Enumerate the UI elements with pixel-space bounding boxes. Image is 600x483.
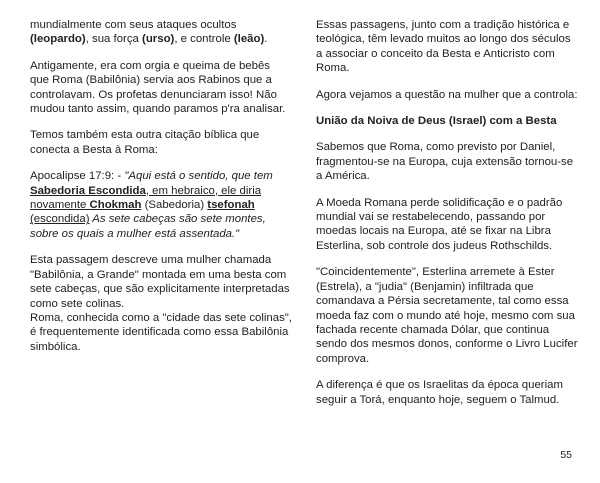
left-paragraph-3: Temos também esta outra citação bíblica que conecta a Besta à Roma: [30,129,260,156]
sabedoria-escondida: Sabedoria Escondida [30,184,146,197]
page-number: 55 [560,449,572,461]
right-paragraph-5: "Coincidentemente", Esterlina arremete à Ester (Estrela), a "judia" (Benjamin) infiltrada que comandava a Pérsia secretamente, tal como essa moeda faz com o mundo até hoje, mesmo com sua fachada recente chamada Dólar, que continua sendo dos mesmos donos, conforme o Livro Lucifer comprova. [316,266,578,365]
left-column [30,18,292,366]
left-paragraph-1: mundialmente com seus ataques ocultos (leopardo), sua força (urso), e controle (leão). [30,19,268,46]
leao-term: (leão) [233,33,265,46]
left-paragraph-5: Esta passagem descreve uma mulher chamada "Babilônia, a Grande" montada em uma besta com sete cabeças, que são explicitamente interpretadas como sete colinas. [30,254,290,310]
chokmah-term: Chokmah [89,199,142,212]
right-paragraph-2: Agora vejamos a questão na mulher que a controla: [316,88,578,101]
left-paragraph-6: Roma, conhecida como a "cidade das sete colinas", é frequentemente identificada como essa Babilônia simbólica. [30,311,292,353]
leopardo-term: (leopardo) [30,33,86,46]
right-paragraph-3: Sabemos que Roma, como previsto por Daniel, fragmentou-se na Europa, cuja extensão tornou-se a América. [316,141,574,183]
bible-quote: Apocalipse 17:9: - "Aqui está o sentido, que tem Sabedoria Escondida, em hebraico, ele diria novamente Chokmah (Sabedoria) tsefonah (escondida) As sete cabeças são sete montes, sobre os quais a mulher está assentada." [30,170,273,240]
section-heading: União da Noiva de Deus (Israel) com a Besta [316,115,557,128]
right-paragraph-4: A Moeda Romana perde solidificação e o padrão mundial vai se restabelecendo, passando por moedas locais na Europa, até se fixar na Libra Esterlina, sob controle dos judeus Rothschilds. [316,196,563,252]
urso-term: (urso) [142,33,175,46]
left-paragraph-2: Antigamente, era com orgia e queima de bebês que Roma (Babilônia) servia aos Rabinos que a controlavam. Os profetas denunciaram isso! Não mudou tanto assim, quando paramos p'ra analisar. [30,59,286,116]
right-column [316,18,578,419]
tsefonah-term: tsefonah [207,199,255,212]
right-paragraph-6: A diferença é que os Israelitas da época queriam seguir a Torá, enquanto hoje, seguem o Talmud. [316,379,563,406]
right-paragraph-1: Essas passagens, junto com a tradição histórica e teológica, têm levado muitos ao longo dos séculos a associar o conceito da Besta e Anticristo com Roma. [316,19,571,75]
